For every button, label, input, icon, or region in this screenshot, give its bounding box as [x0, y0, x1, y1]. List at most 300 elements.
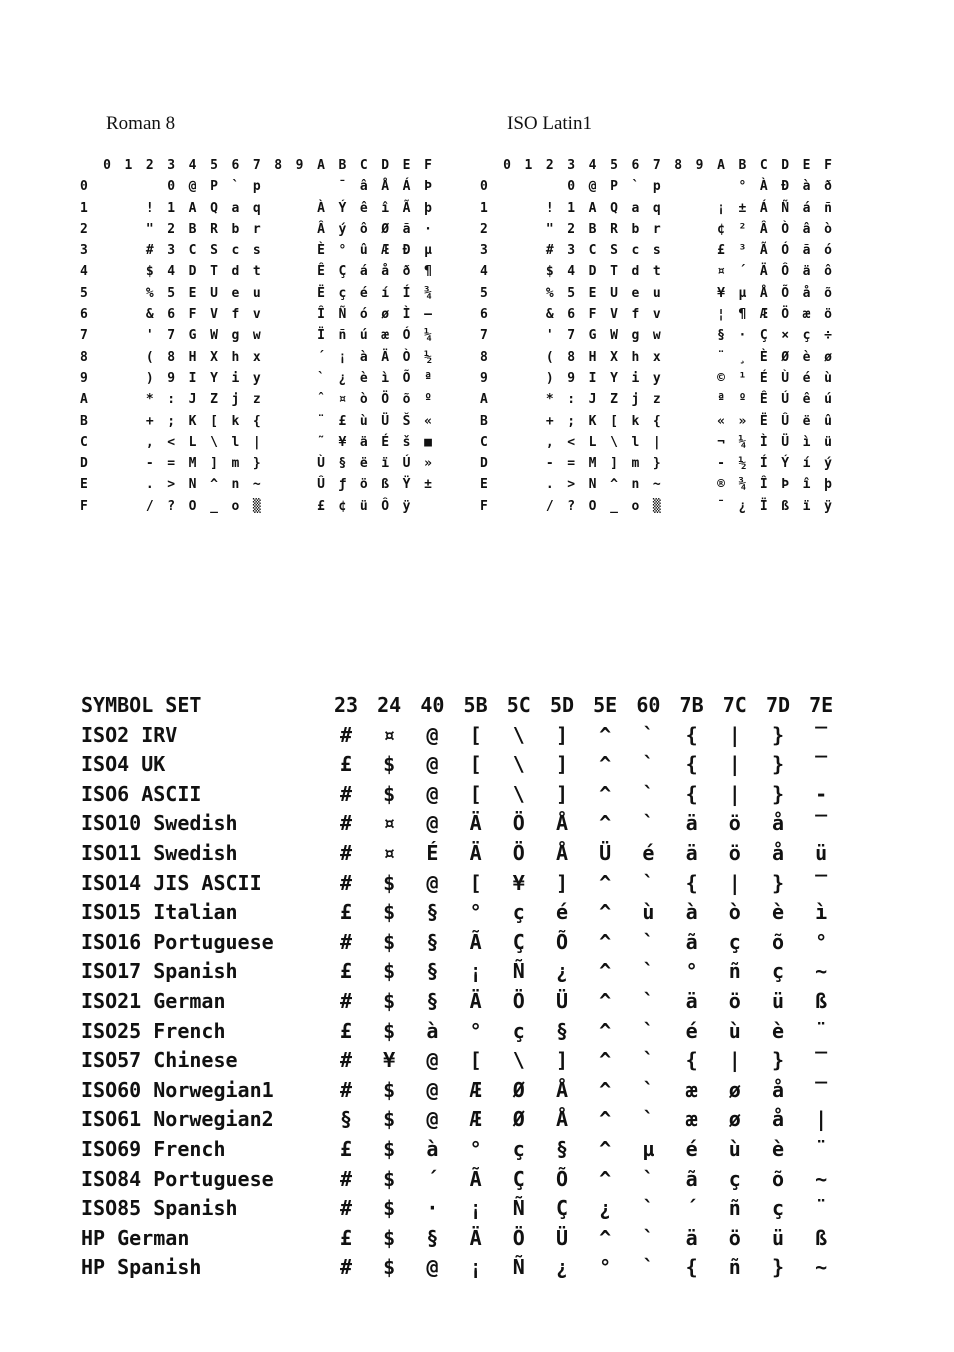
symbol-char-cell: ^ — [599, 1048, 612, 1073]
latin1-row-label: 5 — [480, 285, 488, 301]
roman8-char-cell: D — [188, 264, 197, 280]
symbol-char-cell: ¡ — [469, 959, 482, 984]
symbol-char-cell: \ — [512, 781, 525, 806]
roman8-char-cell: ` — [317, 370, 325, 386]
symbol-char-cell: à — [426, 1018, 439, 1043]
symbol-char-cell: ´ — [426, 1166, 439, 1191]
latin1-col-header: F — [824, 158, 832, 173]
latin1-char-cell: O — [588, 498, 597, 514]
symbol-char-cell: \ — [512, 752, 525, 777]
roman8-row-label: A — [80, 392, 88, 408]
symbol-char-cell: # — [339, 722, 353, 747]
symbol-char-cell: ] — [555, 752, 569, 777]
roman8-char-cell: Î — [317, 307, 325, 323]
latin1-char-cell: ¶ — [738, 307, 747, 323]
symbol-char-cell: ] — [555, 722, 569, 747]
symbol-char-cell: ‾ — [815, 752, 828, 777]
symbol-char-cell: ` — [642, 1077, 655, 1102]
latin1-char-cell: ª — [717, 392, 725, 408]
latin1-row-label: 1 — [480, 200, 488, 216]
latin1-char-cell: ï — [802, 498, 811, 514]
roman8-char-cell: ▒ — [252, 498, 261, 514]
symbol-char-cell: ä — [685, 988, 698, 1013]
symbol-char-cell: [ — [469, 752, 482, 777]
latin1-char-cell: ê — [802, 392, 811, 408]
symbol-char-cell: [ — [469, 870, 482, 895]
symbol-set-name: ISO2 IRV — [81, 722, 178, 747]
symbol-char-cell: ‾ — [815, 811, 828, 836]
latin1-char-cell: ¢ — [717, 221, 725, 237]
roman8-row-label: 4 — [80, 264, 88, 280]
symbol-char-cell: ß — [815, 988, 828, 1013]
latin1-char-cell: _ — [610, 498, 618, 514]
latin1-char-cell: È — [759, 349, 768, 365]
roman8-char-cell: { — [252, 413, 261, 429]
latin1-row-label: D — [480, 456, 488, 472]
symbol-char-cell: Ñ — [512, 959, 525, 984]
latin1-char-cell: Ï — [759, 498, 768, 514]
roman8-char-cell: ¾ — [424, 285, 432, 301]
roman8-char-cell: x — [252, 349, 261, 365]
symbol-char-cell: ^ — [599, 900, 612, 925]
symbol-char-cell: ç — [728, 929, 741, 954]
symbol-char-cell: } — [771, 781, 785, 806]
roman8-char-cell: ¨ — [317, 413, 325, 429]
roman8-char-cell: å — [381, 264, 390, 280]
roman8-char-cell: û — [359, 243, 368, 259]
roman8-row-label: F — [80, 498, 88, 514]
roman8-col-header: 5 — [210, 158, 218, 173]
roman8-char-cell: ø — [381, 307, 390, 323]
roman8-char-cell: ƒ — [338, 477, 347, 493]
roman8-char-cell: Û — [317, 477, 325, 493]
symbol-char-cell: { — [685, 722, 698, 747]
latin1-char-cell: w — [652, 328, 661, 344]
symbol-set-name: ISO84 Portuguese — [81, 1166, 274, 1191]
symbol-char-cell: ‾ — [815, 1077, 828, 1102]
roman8-char-cell: } — [252, 456, 261, 472]
roman8-char-cell: " — [145, 221, 154, 237]
symbol-char-cell: õ — [771, 929, 785, 954]
latin1-char-cell: ® — [717, 477, 725, 493]
latin1-char-cell: & — [545, 307, 554, 323]
roman8-char-cell: m — [231, 456, 240, 472]
latin1-char-cell: ▒ — [652, 498, 661, 514]
latin1-char-cell: Â — [759, 221, 768, 237]
roman8-char-cell: [ — [210, 413, 218, 429]
roman8-col-header: C — [359, 158, 368, 173]
latin1-char-cell: · — [738, 328, 747, 344]
latin1-char-cell: ° — [738, 179, 747, 195]
roman8-col-header: B — [338, 158, 347, 173]
latin1-col-header: E — [802, 158, 811, 173]
latin1-char-cell: û — [824, 413, 832, 429]
latin1-char-cell: ? — [567, 498, 576, 514]
symbol-char-cell: Ä — [469, 988, 482, 1013]
roman8-char-cell: º — [424, 392, 432, 408]
latin1-char-cell: × — [781, 328, 790, 344]
roman8-char-cell: F — [188, 307, 197, 323]
symbol-char-cell: § — [555, 1018, 569, 1043]
latin1-char-cell: D — [588, 264, 597, 280]
latin1-char-cell: a — [631, 200, 640, 216]
symbol-char-cell: Ö — [512, 840, 525, 865]
roman8-char-cell: ˆ — [317, 392, 325, 408]
latin1-char-cell: Z — [610, 392, 618, 408]
latin1-char-cell: x — [652, 349, 661, 365]
latin1-char-cell: G — [588, 328, 597, 344]
latin1-char-cell: : — [567, 392, 576, 408]
roman8-char-cell: — — [424, 307, 432, 323]
symbol-char-cell: ö — [728, 811, 741, 836]
symbol-char-cell: ^ — [599, 988, 612, 1013]
symbol-char-cell: ø — [728, 1077, 741, 1102]
latin1-row-label: 4 — [480, 264, 488, 280]
latin1-col-header: A — [717, 158, 725, 173]
symbol-set-header-label: SYMBOL SET — [81, 693, 202, 717]
latin1-char-cell: S — [610, 243, 618, 259]
roman8-row-label: 6 — [80, 307, 88, 323]
symbol-char-cell: ñ — [728, 1196, 741, 1221]
symbol-char-cell: Õ — [555, 929, 569, 954]
roman8-col-header: 7 — [252, 158, 261, 173]
symbol-char-cell: $ — [383, 1196, 396, 1221]
latin1-char-cell: ` — [631, 179, 640, 195]
roman8-char-cell: ý — [338, 221, 347, 237]
latin1-char-cell: 2 — [567, 221, 576, 237]
roman8-char-cell: Â — [317, 221, 325, 237]
roman8-char-cell: Ü — [381, 413, 390, 429]
latin1-char-cell: - — [717, 456, 725, 472]
roman8-char-cell: # — [145, 243, 154, 259]
latin1-char-cell: ( — [545, 349, 554, 365]
symbol-char-cell: [ — [469, 1048, 482, 1073]
symbol-set-name: ISO6 ASCII — [81, 781, 202, 806]
latin1-char-cell: Ñ — [781, 200, 790, 216]
latin1-title: ISO Latin1 — [507, 113, 592, 134]
roman8-char-cell: ¢ — [338, 498, 347, 514]
roman8-char-cell: Q — [210, 200, 218, 216]
roman8-char-cell: : — [167, 392, 176, 408]
symbol-char-cell: @ — [426, 1077, 439, 1102]
symbol-char-cell: { — [685, 752, 698, 777]
latin1-char-cell: ) — [545, 370, 554, 386]
symbol-char-cell: ü — [771, 1225, 785, 1250]
roman8-char-cell: Ä — [381, 349, 390, 365]
latin1-char-cell: Å — [759, 285, 768, 301]
latin1-char-cell: ¹ — [738, 370, 747, 386]
symbol-char-cell: ~ — [815, 1166, 828, 1191]
symbol-char-cell: ç — [512, 1136, 525, 1161]
symbol-char-cell: # — [339, 870, 353, 895]
symbol-char-cell: $ — [383, 870, 396, 895]
roman8-char-cell: t — [252, 264, 261, 280]
latin1-char-cell: ð — [824, 179, 832, 195]
roman8-char-cell: Å — [381, 179, 390, 195]
latin1-char-cell: ² — [738, 221, 747, 237]
symbol-char-cell: @ — [426, 811, 439, 836]
symbol-code-header: 60 — [636, 693, 661, 717]
symbol-char-cell: @ — [426, 722, 439, 747]
symbol-char-cell: ` — [642, 959, 655, 984]
roman8-col-header: 4 — [188, 158, 197, 173]
symbol-char-cell: @ — [426, 1255, 439, 1280]
symbol-char-cell: ¤ — [383, 840, 396, 865]
latin1-char-cell: Ë — [759, 413, 768, 429]
symbol-char-cell: ü — [815, 840, 828, 865]
symbol-char-cell: ö — [728, 1225, 741, 1250]
symbol-char-cell: ^ — [599, 1225, 612, 1250]
symbol-char-cell: $ — [383, 900, 396, 925]
symbol-char-cell: ù — [728, 1018, 741, 1043]
symbol-char-cell: ° — [685, 959, 698, 984]
latin1-char-cell: º — [738, 392, 747, 408]
roman8-char-cell: Ñ — [338, 307, 347, 323]
roman8-char-cell: K — [188, 413, 197, 429]
latin1-char-cell: " — [545, 221, 554, 237]
symbol-char-cell: ` — [642, 870, 655, 895]
symbol-char-cell: $ — [383, 1018, 396, 1043]
roman8-col-header: D — [381, 158, 390, 173]
roman8-char-cell: A — [188, 200, 197, 216]
roman8-char-cell: B — [188, 221, 197, 237]
latin1-char-cell: Ç — [759, 328, 768, 344]
symbol-char-cell: ò — [728, 900, 741, 925]
symbol-char-cell: µ — [642, 1136, 655, 1161]
roman8-char-cell: È — [317, 243, 325, 259]
roman8-char-cell: Ô — [381, 498, 390, 514]
latin1-char-cell: à — [802, 179, 811, 195]
roman8-char-cell: þ — [424, 200, 432, 216]
roman8-char-cell: Ú — [402, 456, 411, 472]
roman8-char-cell: g — [231, 328, 240, 344]
latin1-char-cell: l — [631, 434, 640, 450]
latin1-char-cell: e — [631, 285, 640, 301]
latin1-row-label: 6 — [480, 307, 488, 323]
roman8-char-cell: á — [359, 264, 368, 280]
symbol-char-cell: ` — [642, 811, 655, 836]
latin1-col-header: 8 — [674, 158, 683, 173]
symbol-char-cell: $ — [383, 1255, 396, 1280]
symbol-char-cell: ç — [512, 1018, 525, 1043]
symbol-char-cell: Æ — [469, 1107, 482, 1132]
symbol-char-cell: é — [685, 1018, 698, 1043]
symbol-char-cell: æ — [685, 1077, 698, 1102]
symbol-char-cell: å — [771, 1077, 785, 1102]
latin1-char-cell: À — [759, 179, 768, 195]
symbol-char-cell: \ — [512, 1048, 525, 1073]
roman8-row-label: 0 — [80, 179, 88, 195]
latin1-char-cell: H — [588, 349, 597, 365]
symbol-char-cell: # — [339, 1048, 353, 1073]
roman8-char-cell: ˜ — [317, 434, 325, 450]
symbol-char-cell: Å — [555, 840, 569, 865]
roman8-char-cell: s — [252, 243, 261, 259]
roman8-char-cell: & — [145, 307, 154, 323]
symbol-char-cell: Ã — [469, 1166, 482, 1191]
symbol-code-header: 7C — [722, 693, 747, 717]
roman8-row-label: B — [80, 413, 88, 429]
roman8-char-cell: r — [252, 221, 261, 237]
symbol-char-cell: § — [426, 929, 439, 954]
latin1-char-cell: d — [631, 264, 640, 280]
symbol-char-cell: ` — [642, 1107, 655, 1132]
latin1-char-cell: s — [652, 243, 661, 259]
symbol-char-cell: å — [771, 840, 785, 865]
latin1-char-cell: õ — [824, 285, 832, 301]
latin1-char-cell: 3 — [567, 243, 576, 259]
symbol-char-cell: @ — [426, 1107, 439, 1132]
latin1-char-cell: ^ — [610, 477, 618, 493]
roman8-char-cell: ¥ — [338, 434, 347, 450]
roman8-char-cell: â — [359, 179, 368, 195]
latin1-char-cell: Á — [759, 200, 768, 216]
latin1-char-cell: ¬ — [717, 434, 725, 450]
latin1-char-cell: ã — [802, 243, 811, 259]
symbol-char-cell: ^ — [599, 929, 612, 954]
roman8-char-cell: % — [145, 285, 154, 301]
latin1-char-cell: ¡ — [717, 200, 725, 216]
roman8-char-cell: » — [424, 456, 432, 472]
roman8-char-cell: ü — [359, 498, 368, 514]
latin1-char-cell: Ã — [759, 243, 768, 259]
roman8-char-cell: Ö — [381, 392, 390, 408]
roman8-char-cell: ¿ — [338, 370, 347, 386]
latin1-char-cell: Ò — [781, 221, 790, 237]
symbol-char-cell: $ — [383, 752, 396, 777]
roman8-char-cell: ( — [145, 349, 154, 365]
symbol-char-cell: Ä — [469, 1225, 482, 1250]
latin1-col-header: B — [738, 158, 747, 173]
roman8-char-cell: Ë — [317, 285, 325, 301]
latin1-char-cell: á — [802, 200, 811, 216]
latin1-char-cell: ´ — [738, 264, 747, 280]
latin1-col-header: 5 — [610, 158, 618, 173]
symbol-char-cell: ^ — [599, 870, 612, 895]
symbol-set-name: ISO60 Norwegian1 — [81, 1077, 274, 1102]
latin1-char-cell: ë — [802, 413, 811, 429]
roman8-char-cell: @ — [188, 179, 197, 195]
latin1-char-cell: Ý — [781, 456, 790, 472]
latin1-char-cell: » — [738, 413, 747, 429]
roman8-col-header: A — [317, 158, 325, 173]
roman8-char-cell: ã — [402, 221, 411, 237]
symbol-char-cell: Ü — [555, 1225, 569, 1250]
latin1-row-label: 7 — [480, 328, 488, 344]
symbol-char-cell: \ — [512, 722, 525, 747]
latin1-char-cell: 9 — [567, 370, 576, 386]
roman8-char-cell: ± — [424, 477, 432, 493]
symbol-char-cell: å — [771, 811, 785, 836]
symbol-char-cell: Ñ — [512, 1196, 525, 1221]
latin1-char-cell: Ú — [781, 392, 790, 408]
roman8-char-cell: / — [145, 498, 154, 514]
latin1-char-cell: m — [631, 456, 640, 472]
latin1-char-cell: Y — [610, 370, 618, 386]
roman8-char-cell: a — [231, 200, 240, 216]
symbol-char-cell: ø — [728, 1107, 741, 1132]
roman8-char-cell: U — [210, 285, 218, 301]
roman8-char-cell: Þ — [424, 179, 432, 195]
roman8-char-cell: ð — [402, 264, 411, 280]
roman8-char-cell: y — [252, 370, 261, 386]
roman8-char-cell: Z — [210, 392, 218, 408]
latin1-char-cell: ; — [567, 413, 576, 429]
latin1-char-cell: ¦ — [717, 307, 725, 323]
latin1-char-cell: # — [545, 243, 554, 259]
latin1-char-cell: ý — [824, 456, 832, 472]
latin1-char-cell: å — [802, 285, 811, 301]
symbol-char-cell: ` — [642, 1048, 655, 1073]
roman8-char-cell: ó — [359, 307, 368, 323]
latin1-row-label: C — [480, 434, 488, 450]
symbol-char-cell: é — [642, 840, 655, 865]
roman8-char-cell: Ð — [402, 243, 411, 259]
latin1-char-cell: 0 — [567, 179, 576, 195]
latin1-char-cell: § — [717, 328, 725, 344]
symbol-char-cell: Ç — [555, 1196, 569, 1221]
latin1-char-cell: u — [652, 285, 661, 301]
latin1-col-header: 3 — [567, 158, 576, 173]
symbol-code-header: 5C — [506, 693, 531, 717]
symbol-char-cell: | — [728, 870, 741, 895]
latin1-char-cell: Ì — [759, 434, 768, 450]
latin1-char-cell: N — [588, 477, 597, 493]
symbol-char-cell: è — [771, 1018, 785, 1043]
symbol-char-cell: Ã — [469, 929, 482, 954]
latin1-char-cell: ] — [610, 456, 618, 472]
symbol-char-cell: ñ — [728, 1255, 741, 1280]
roman8-char-cell: ] — [210, 456, 218, 472]
latin1-char-cell: 1 — [567, 200, 576, 216]
symbol-char-cell: $ — [383, 959, 396, 984]
roman8-char-cell: æ — [381, 328, 390, 344]
roman8-char-cell: z — [252, 392, 261, 408]
roman8-char-cell: 4 — [167, 264, 176, 280]
symbol-char-cell: ù — [728, 1136, 741, 1161]
symbol-char-cell: ¿ — [599, 1196, 612, 1221]
roman8-char-cell: k — [231, 413, 240, 429]
latin1-char-cell: Ê — [759, 392, 768, 408]
symbol-char-cell: ~ — [815, 959, 828, 984]
latin1-char-cell: j — [631, 392, 640, 408]
roman8-char-cell: \ — [210, 434, 218, 450]
latin1-char-cell: Ö — [781, 307, 790, 323]
latin1-row-label: 2 — [480, 221, 488, 237]
roman8-char-cell: ¼ — [424, 328, 432, 344]
symbol-char-cell: ^ — [599, 959, 612, 984]
symbol-char-cell: ö — [728, 840, 741, 865]
roman8-char-cell: ¤ — [338, 392, 347, 408]
symbol-char-cell: ç — [728, 1166, 741, 1191]
roman8-char-cell: õ — [402, 392, 411, 408]
roman8-char-cell: H — [188, 349, 197, 365]
symbol-char-cell: § — [426, 900, 439, 925]
roman8-char-cell: 5 — [167, 285, 176, 301]
latin1-char-cell: z — [652, 392, 661, 408]
latin1-char-cell: J — [588, 392, 597, 408]
latin1-char-cell: Î — [759, 477, 768, 493]
latin1-char-cell: 7 — [567, 328, 576, 344]
symbol-char-cell: | — [728, 722, 741, 747]
latin1-char-cell: ' — [545, 328, 554, 344]
latin1-char-cell: Ä — [759, 264, 768, 280]
roman8-char-cell: Ó — [402, 328, 411, 344]
roman8-char-cell: Á — [402, 179, 411, 195]
roman8-char-cell: ■ — [424, 434, 432, 450]
latin1-char-cell: T — [610, 264, 618, 280]
latin1-char-cell: } — [652, 456, 661, 472]
